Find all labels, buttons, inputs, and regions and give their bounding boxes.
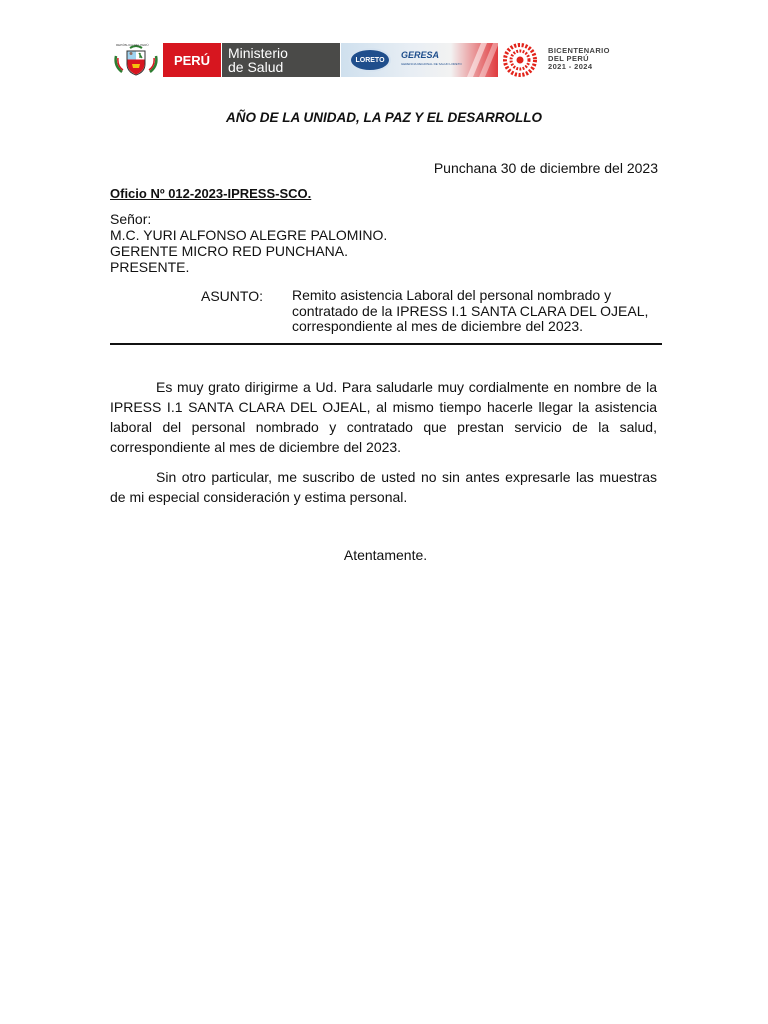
geresa-loreto-logo (341, 43, 498, 77)
salutation: Señor: (110, 211, 152, 227)
addressee-position: GERENTE MICRO RED PUNCHANA. (110, 243, 349, 259)
geresa-subtitle: GERENCIA REGIONAL DE SALUD LORETO (401, 62, 462, 66)
ministry-line-2: de Salud (228, 59, 284, 75)
year-motto: AÑO DE LA UNIDAD, LA PAZ Y EL DESARROLLO (225, 110, 543, 125)
addressee-name: M.C. YURI ALFONSO ALEGRE PALOMINO. (110, 227, 388, 243)
asunto-text: Remito asistencia Laboral del personal nombrado y contratado de la IPRESS I.1 SANTA CLARA DEL OJEAL, correspondiente al mes de diciembre del 2023. (292, 287, 649, 334)
bicentenario-line-3: 2021 - 2024 (548, 62, 593, 71)
loreto-seal (349, 48, 391, 72)
bicentenario-line-1: BICENTENARIO (548, 46, 610, 55)
presente-line: PRESENTE. (110, 259, 190, 275)
body-paragraph-1: Es muy grato dirigirme a Ud. Para saludarle muy cordialmente en nombre de la IPRESS I.1 SANTA CLARA DEL OJEAL, al mismo tiempo hacerle llegar la asistencia laboral del personal nombrado y contratado que prestan servicio de la salud, correspondiente al mes de diciembre del 2023. (110, 379, 657, 455)
asunto-label: ASUNTO: (201, 288, 263, 304)
subject-divider (110, 343, 662, 345)
diagonal-stripes-decoration (459, 43, 498, 77)
ministry-line-1: Ministerio (228, 45, 288, 61)
body-paragraph-2: Sin otro particular, me suscribo de usted no sin antes expresarle las muestras de mi especial consideración y estima personal. (110, 469, 657, 505)
closing-line: Atentamente. (343, 547, 428, 563)
geresa-label: GERESA (401, 50, 440, 60)
bicentenario-text (548, 47, 610, 71)
bicentenario-logo-icon (502, 42, 538, 78)
oficio-number: Oficio Nº 012-2023-IPRESS-SCO. (110, 186, 312, 201)
coat-of-arms-icon (112, 42, 160, 78)
crest-caption: REPÚBLICA DEL PERÚ (116, 43, 149, 47)
loreto-label: LORETO (355, 56, 385, 64)
peru-label: PERÚ (173, 52, 211, 68)
peru-coat-of-arms-logo (112, 42, 160, 78)
addressee-block (110, 211, 387, 275)
header-logo-bar (112, 42, 660, 78)
letter-date: Punchana 30 de diciembre del 2023 (433, 160, 658, 176)
peru-brand-box (163, 43, 221, 77)
bicentenario-line-2: DEL PERÚ (548, 54, 589, 63)
ministerio-salud-logo (222, 43, 340, 77)
